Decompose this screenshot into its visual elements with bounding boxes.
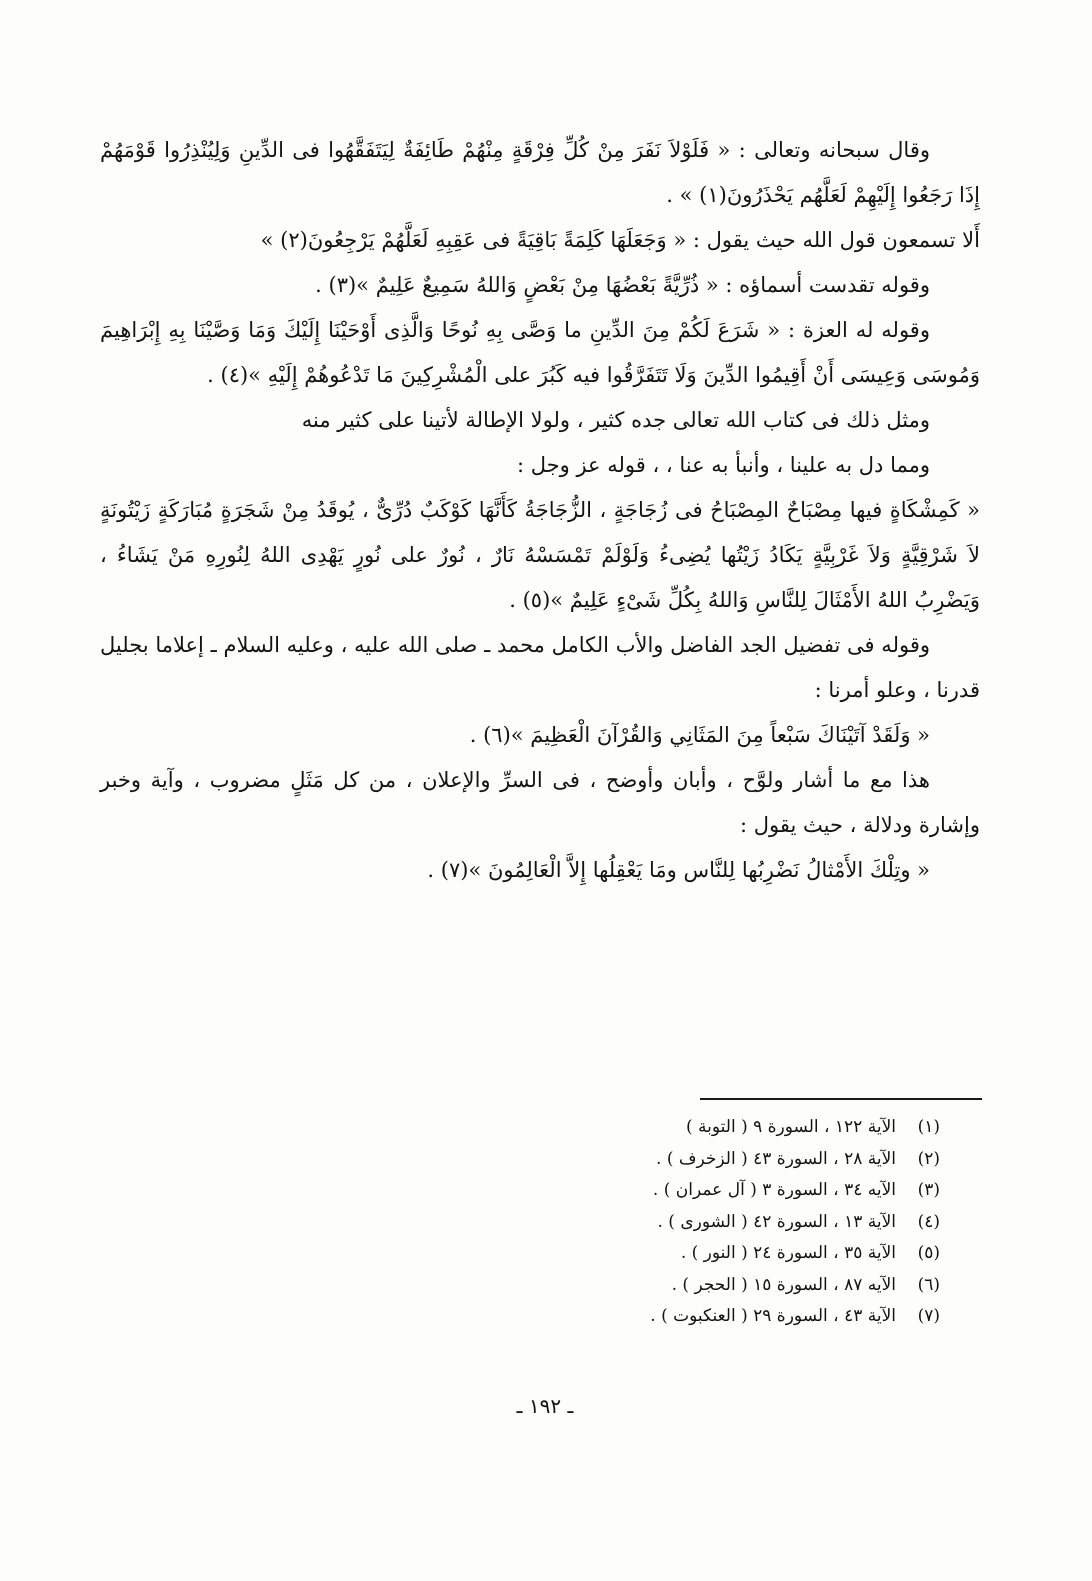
footnote-item xyxy=(480,1301,940,1333)
footnote-text: الآية ١٢٢ ، السورة ٩ ( التوبة ) xyxy=(685,1117,896,1137)
page-number: ـ ١٩٢ ـ xyxy=(516,1394,574,1418)
footnote-item xyxy=(480,1207,940,1239)
paragraph: وقوله فى تفضيل الجد الفاضل والأب الكامل محمد ـ صلى الله عليه ، وعليه السلام ـ إعلاما بجليل قدرنا ، وعلو أمرنا : xyxy=(100,633,980,702)
footnote-text: الآية ٣٥ ، السورة ٢٤ ( النور ) . xyxy=(680,1243,896,1263)
paragraph: ومما دل به علينا ، وأنبأ به عنا ، ، قوله عز وجل : xyxy=(517,453,930,477)
paragraph: ومثل ذلك فى كتاب الله تعالى جده كثير ، ولولا الإطالة لأتينا على كثير منه xyxy=(301,408,930,432)
footnote-number: (٥) xyxy=(917,1243,940,1263)
footnote-text: الآيه ٣٤ ، السورة ٣ ( آل عمران ) . xyxy=(652,1180,896,1200)
footnote-text: الآية ١٣ ، السورة ٤٢ ( الشورى ) . xyxy=(657,1211,896,1232)
footnote-number: (٤) xyxy=(917,1211,940,1232)
footnote-item xyxy=(480,1175,940,1207)
footnote-text: الآية ٢٨ ، السورة ٤٣ ( الزخرف ) . xyxy=(656,1148,896,1169)
footnote-number: (٦) xyxy=(917,1274,940,1295)
footnote-number: (٧) xyxy=(917,1306,940,1326)
paragraph: وقال سبحانه وتعالى : « فَلَوْلاَ نَفَرَ مِنْ كُلِّ فِرْقَةٍ مِنْهُمْ طَائِفَةٌ لِيَتَفَقَّهُوا فى الدِّينِ وَلِيُنْذِرُوا قَوْمَهُمْ إِذَا رَجَعُوا إِلَيْهِمْ لَعَلَّهُم يَحْذَرُونَ(١) » . xyxy=(100,138,980,207)
footnote-item xyxy=(480,1112,940,1144)
footnote-text: الآية ٤٣ ، السورة ٢٩ ( العنكبوت ) . xyxy=(650,1306,896,1326)
footnote-divider xyxy=(700,1098,982,1100)
footnotes-list xyxy=(480,1112,940,1333)
paragraph: « وَلَقَدْ آتَيْنَاكَ سَبْعاً مِنَ المَثَانِي وَالقُرْآنَ الْعَظِيمَ »(٦) . xyxy=(469,723,930,747)
paragraph: أَلا تسمعون قول الله حيث يقول : « وَجَعَلَهَا كَلِمَةً بَاقِيَةً فى عَقِبِهِ لَعَلَّهُمْ يَرْجِعُونَ(٢) » xyxy=(260,228,980,252)
footnote-number: (٢) xyxy=(917,1148,940,1169)
footnote-number: (٣) xyxy=(917,1180,940,1200)
footnote-item xyxy=(480,1270,940,1302)
paragraph: وقوله تقدست أسماؤه : « ذُرِّيَّةً بَعْضُهَا مِنْ بَعْضٍ وَاللهُ سَمِيعٌ عَلِيمٌ »(٣) . xyxy=(315,273,930,297)
footnote-item xyxy=(480,1238,940,1270)
footnote-item xyxy=(480,1144,940,1176)
paragraph: « وتِلْكَ الأَمْثالُ نَضْرِبُها لِلنَّاس ومَا يَعْقِلُها إِلاَّ الْعَالِمُونَ »(٧) . xyxy=(427,858,930,882)
paragraph: هذا مع ما أشار ولوَّح ، وأبان وأوضح ، فى السرِّ والإعلان ، من كل مَثَلٍ مضروب ، وآية وخبر وإشارة ودلالة ، حيث يقول : xyxy=(100,768,980,837)
paragraph: وقوله له العزة : « شَرَعَ لَكُمْ مِنَ الدِّينِ ما وَصَّى بِهِ نُوحًا وَالَّذِى أَوْحَيْنَا إِلَيْكَ وَمَا وَصَّيْنَا بِهِ إِبْرَاهِيمَ وَمُوسَى وَعِيسَى أَنْ أَقِيمُوا الدِّينَ وَلَا تَتَفَرَّقُوا فيه كَبُرَ على الْمُشْرِكِينَ مَا تَدْعُوهُمْ إِلَيْهِ »(٤) . xyxy=(100,318,980,387)
footnote-text: الآيه ٨٧ ، السورة ١٥ ( الحجر ) . xyxy=(671,1274,896,1295)
paragraph: « كَمِشْكَاةٍ فيها مِصْبَاحٌ المِصْبَاحُ فى زُجَاجَةٍ ، الزُّجَاجَةُ كَأَنَّهَا كَوْكَبٌ دُرِّىٌّ ، يُوقَدُ مِنْ شَجَرَةٍ مُبَارَكَةٍ زَيْتُونَةٍ لاَ شَرْقِيَّةٍ وَلاَ غَرْبِيَّةٍ يَكَادُ زَيْتُها يُضِىءُ وَلَوْلَمْ تَمْسَسْهُ نَارٌ ، نُورٌ على نُورٍ يَهْدِى اللهُ لِنُورِهِ مَنْ يَشَاءُ ، وَيَضْرِبُ اللهُ الأَمْثَالَ لِلنَّاسِ وَاللهُ بِكُلِّ شَىْءٍ عَلِيمٌ »(٥) . xyxy=(100,498,980,612)
footnote-number: (١) xyxy=(917,1117,940,1137)
main-text xyxy=(100,128,980,893)
